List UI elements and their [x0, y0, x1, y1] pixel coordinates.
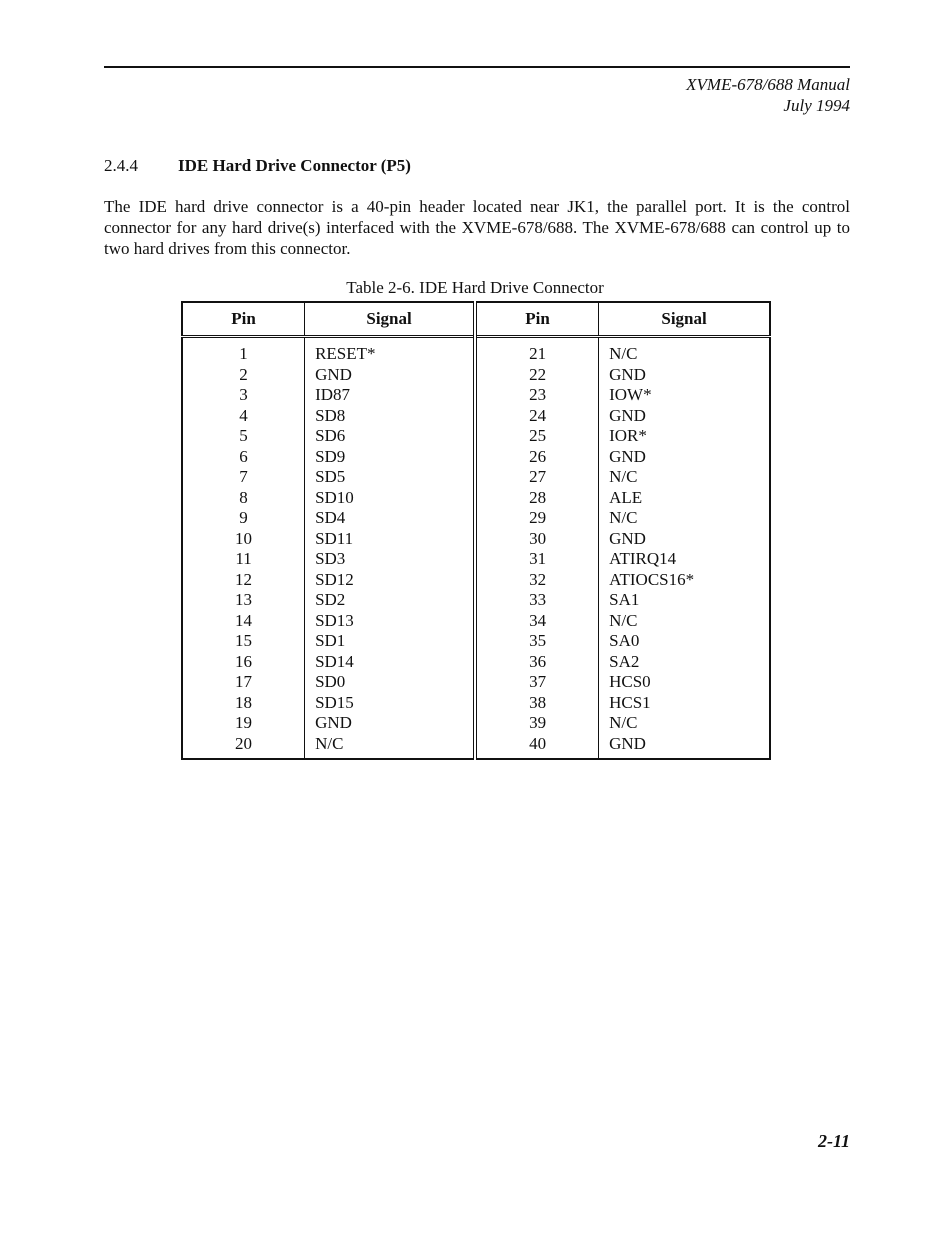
- cell-pin-right: 26: [475, 447, 599, 468]
- cell-pin-right: 32: [475, 570, 599, 591]
- cell-signal-right: GND: [599, 447, 770, 468]
- header-date: July 1994: [783, 96, 850, 115]
- pin-table: [181, 301, 771, 760]
- cell-pin-left: 8: [182, 488, 305, 509]
- cell-signal-right: N/C: [599, 713, 770, 734]
- cell-signal-left: SD5: [305, 467, 475, 488]
- cell-signal-right: N/C: [599, 467, 770, 488]
- cell-signal-right: HCS1: [599, 693, 770, 714]
- cell-pin-right: 22: [475, 365, 599, 386]
- table-row: [182, 508, 770, 529]
- cell-signal-right: SA0: [599, 631, 770, 652]
- cell-signal-left: SD11: [305, 529, 475, 550]
- table-row: [182, 590, 770, 611]
- cell-pin-left: 3: [182, 385, 305, 406]
- table-row: [182, 713, 770, 734]
- header-rule: [104, 66, 850, 68]
- header-pin-left: Pin: [182, 302, 305, 337]
- table-row: [182, 337, 770, 365]
- cell-signal-left: SD13: [305, 611, 475, 632]
- running-header: [686, 74, 850, 116]
- cell-pin-left: 13: [182, 590, 305, 611]
- body-paragraph: The IDE hard drive connector is a 40-pin header located near JK1, the parallel port. It is the control connector for any hard drive(s) interfaced with the XVME-678/688. The XVME-678/688 can control up to two hard drives from this connector.: [104, 197, 850, 258]
- cell-signal-left: SD12: [305, 570, 475, 591]
- cell-signal-left: SD9: [305, 447, 475, 468]
- cell-signal-left: GND: [305, 365, 475, 386]
- table-row: [182, 631, 770, 652]
- cell-signal-right: IOR*: [599, 426, 770, 447]
- table-body: [182, 337, 770, 760]
- cell-pin-left: 12: [182, 570, 305, 591]
- header-signal-right: Signal: [599, 302, 770, 337]
- table-row: [182, 447, 770, 468]
- cell-pin-left: 10: [182, 529, 305, 550]
- cell-pin-left: 6: [182, 447, 305, 468]
- table-row: [182, 570, 770, 591]
- cell-pin-left: 20: [182, 734, 305, 760]
- cell-pin-right: 37: [475, 672, 599, 693]
- header-title: XVME-678/688 Manual: [686, 75, 850, 94]
- cell-pin-right: 40: [475, 734, 599, 760]
- cell-pin-right: 31: [475, 549, 599, 570]
- section-heading: [104, 156, 411, 176]
- cell-pin-right: 28: [475, 488, 599, 509]
- table-row: [182, 365, 770, 386]
- cell-pin-left: 14: [182, 611, 305, 632]
- cell-pin-left: 11: [182, 549, 305, 570]
- cell-pin-left: 19: [182, 713, 305, 734]
- cell-signal-right: GND: [599, 734, 770, 760]
- cell-signal-left: SD15: [305, 693, 475, 714]
- table-row: [182, 426, 770, 447]
- table-row: [182, 488, 770, 509]
- cell-pin-left: 4: [182, 406, 305, 427]
- cell-pin-left: 16: [182, 652, 305, 673]
- cell-signal-left: SD0: [305, 672, 475, 693]
- cell-pin-left: 18: [182, 693, 305, 714]
- cell-signal-right: GND: [599, 406, 770, 427]
- cell-pin-left: 1: [182, 337, 305, 365]
- cell-signal-left: SD6: [305, 426, 475, 447]
- cell-pin-right: 27: [475, 467, 599, 488]
- cell-pin-right: 34: [475, 611, 599, 632]
- cell-signal-left: SD8: [305, 406, 475, 427]
- table-row: [182, 385, 770, 406]
- cell-signal-left: GND: [305, 713, 475, 734]
- cell-pin-right: 39: [475, 713, 599, 734]
- table-row: [182, 611, 770, 632]
- cell-signal-right: ATIRQ14: [599, 549, 770, 570]
- section-number: 2.4.4: [104, 156, 138, 175]
- cell-signal-left: RESET*: [305, 337, 475, 365]
- table-row: [182, 549, 770, 570]
- table-row: [182, 652, 770, 673]
- cell-signal-right: N/C: [599, 508, 770, 529]
- table-row: [182, 529, 770, 550]
- cell-pin-right: 30: [475, 529, 599, 550]
- cell-signal-right: GND: [599, 365, 770, 386]
- table-header-row: [182, 302, 770, 337]
- cell-signal-right: N/C: [599, 337, 770, 365]
- cell-pin-left: 17: [182, 672, 305, 693]
- cell-pin-right: 36: [475, 652, 599, 673]
- cell-signal-left: N/C: [305, 734, 475, 760]
- header-signal-left: Signal: [305, 302, 475, 337]
- cell-signal-right: SA1: [599, 590, 770, 611]
- cell-signal-left: SD14: [305, 652, 475, 673]
- cell-pin-right: 24: [475, 406, 599, 427]
- cell-signal-right: ALE: [599, 488, 770, 509]
- cell-signal-right: HCS0: [599, 672, 770, 693]
- cell-pin-left: 5: [182, 426, 305, 447]
- section-title: IDE Hard Drive Connector (P5): [178, 156, 411, 175]
- table-row: [182, 693, 770, 714]
- cell-pin-right: 38: [475, 693, 599, 714]
- cell-pin-left: 15: [182, 631, 305, 652]
- cell-pin-left: 7: [182, 467, 305, 488]
- cell-pin-right: 29: [475, 508, 599, 529]
- cell-signal-left: ID87: [305, 385, 475, 406]
- cell-pin-right: 25: [475, 426, 599, 447]
- cell-signal-left: SD2: [305, 590, 475, 611]
- cell-signal-right: SA2: [599, 652, 770, 673]
- header-pin-right: Pin: [475, 302, 599, 337]
- cell-pin-left: 2: [182, 365, 305, 386]
- cell-signal-left: SD4: [305, 508, 475, 529]
- page-number: 2-11: [817, 1131, 850, 1151]
- cell-signal-left: SD1: [305, 631, 475, 652]
- table-row: [182, 467, 770, 488]
- cell-pin-right: 21: [475, 337, 599, 365]
- cell-signal-right: GND: [599, 529, 770, 550]
- cell-signal-right: ATIOCS16*: [599, 570, 770, 591]
- table-row: [182, 406, 770, 427]
- table-caption: Table 2-6. IDE Hard Drive Connector: [346, 278, 604, 297]
- table-row: [182, 734, 770, 760]
- cell-pin-right: 33: [475, 590, 599, 611]
- cell-signal-left: SD3: [305, 549, 475, 570]
- cell-pin-left: 9: [182, 508, 305, 529]
- cell-pin-right: 23: [475, 385, 599, 406]
- table-row: [182, 672, 770, 693]
- cell-signal-right: IOW*: [599, 385, 770, 406]
- cell-signal-right: N/C: [599, 611, 770, 632]
- cell-signal-left: SD10: [305, 488, 475, 509]
- cell-pin-right: 35: [475, 631, 599, 652]
